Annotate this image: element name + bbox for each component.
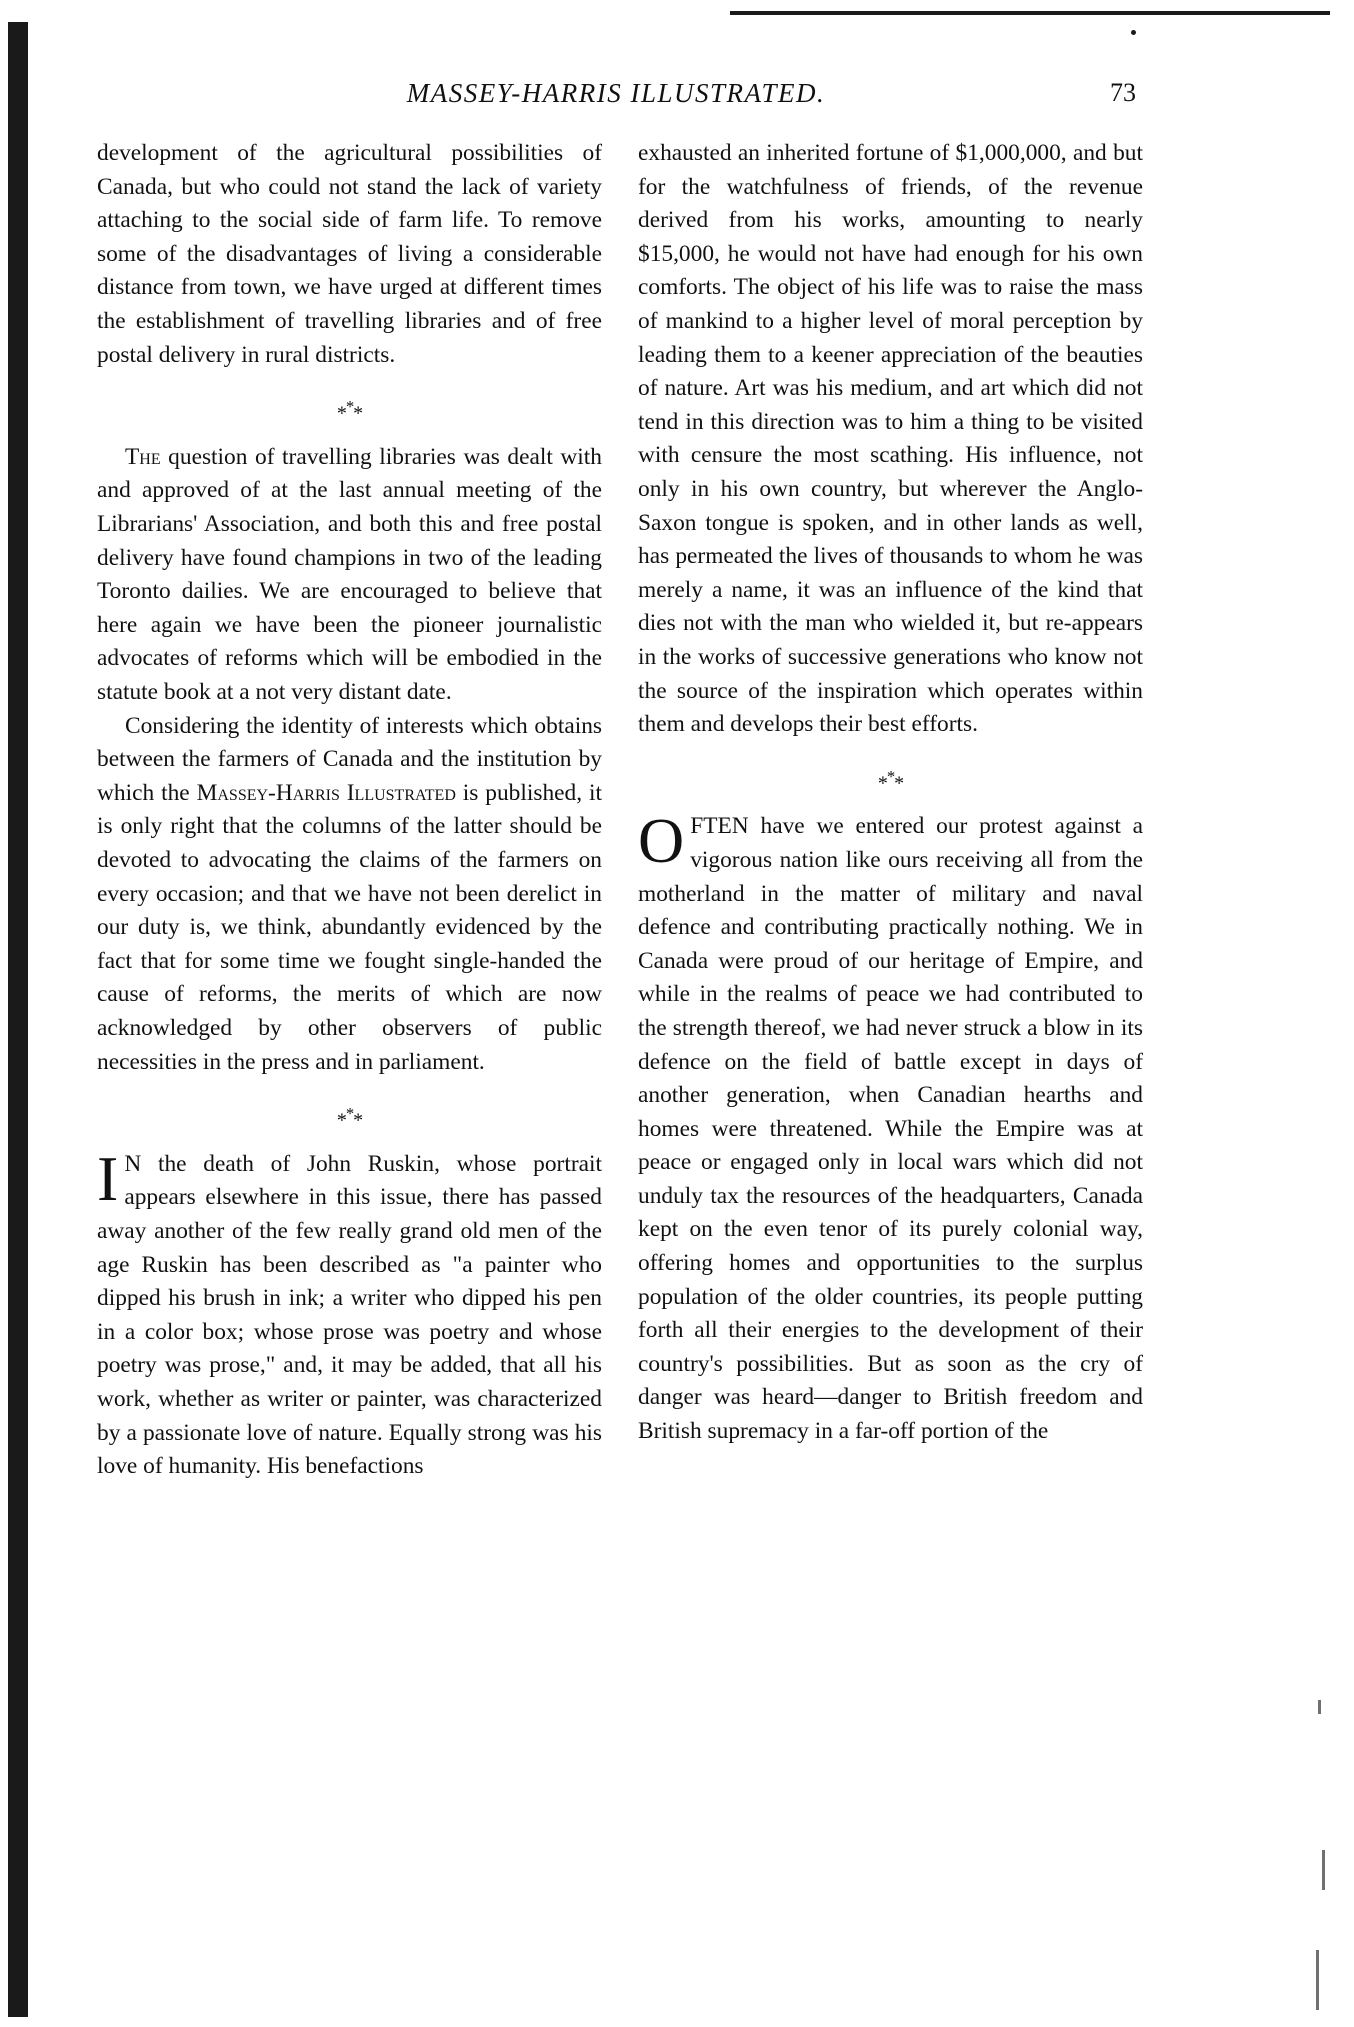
right-column bbox=[638, 137, 1143, 1449]
scan-speck bbox=[1316, 1950, 1319, 2010]
lead-word: The bbox=[125, 443, 161, 470]
scan-speck bbox=[1322, 1850, 1325, 1890]
publication-name: Massey-Harris Illustrated bbox=[196, 779, 456, 806]
paragraph: development of the agricultural possibilities of Canada, but who could not stand the lack of variety attaching to the social side of farm life. To remove some of the disadvantages of living a considerable distance from town, we have urged at different times the establishment of travelling libraries and of free postal delivery in rural districts. bbox=[97, 140, 602, 368]
scan-binding-edge bbox=[8, 22, 28, 2017]
section-asterism: *** bbox=[877, 766, 904, 795]
section-asterism: *** bbox=[336, 397, 363, 425]
page-number: 73 bbox=[1110, 78, 1136, 107]
scan-speck bbox=[1318, 1700, 1321, 1714]
paragraph: I N the death of John Ruskin, whose portrait appears elsewhere in this issue, there has passed away another of the few really grand old men of the age Ruskin has been described as "a painter who dipped his brush in ink; a writer who dipped his pen in a color box; whose prose was poetry and whose poetry was prose," and, it may be added, that all his work, whether as writer or painter, was characterized by a passionate love of nature. Equally strong was his love of humanity. His benefactions bbox=[97, 1142, 602, 1480]
running-title: MASSEY-HARRIS ILLUSTRATED. bbox=[406, 78, 826, 108]
paragraph: Considering the identity of interests which obtains between the farmers of Canada and the institution by which the Massey-Harris Illustrated is published, it is only right that the columns of the latter should be devoted to advocating the claims of the farmers on every occasion; and that we have not been derelict in our duty is, we think, abundantly evidenced by the fact that for some time we fought single-handed the cause of reforms, the merits of which are now acknowledged by other observers of public necessities in the press and in parliament. bbox=[97, 712, 603, 1075]
drop-cap: I bbox=[97, 1142, 119, 1214]
top-rule bbox=[730, 11, 1330, 15]
running-head bbox=[96, 78, 1136, 118]
left-column bbox=[97, 137, 602, 1484]
paragraph: OFTEN have we entered our protest against a vigorous nation like ours receiving all from the motherland in the matter of military and naval defence and contributing practically nothing. We in Canada were proud of our heritage of Empire, and while in the realms of peace we had contributed to the strength thereof, we had never struck a blow in its defence on the field of battle except in days of another generation, when Canadian hearths and homes were threatened. While the Empire was at peace or engaged only in local wars which did not unduly tax the resources of the headquarters, Canada kept on the even tenor of its purely colonial way, offering homes and opportunities to the surplus population of the older countries, its people putting forth all their energies to the development of their country's possibilities. But as soon as the cry of danger was heard—danger to British freedom and British supremacy in a far-off portion of the bbox=[638, 805, 1143, 1445]
scan-speck bbox=[1131, 30, 1136, 35]
section-asterism: *** bbox=[336, 1104, 363, 1132]
paragraph: exhausted an inherited fortune of $1,000,000, and but for the watchfulness of friends, of the revenue derived from his works, amounting to nearly $15,000, he would not have had enough for his own comforts. The object of his life was to raise the mass of mankind to a higher level of moral perception by leading them to a keener appreciation of the beauties of nature. Art was his medium, and art which did not tend in this direction was to him a thing to be visited with censure the most scathing. His influence, not only in his own country, but wherever the Anglo-Saxon tongue is spoken, and in other lands as well, has permeated the lives of thousands to whom he was merely a name, it was an influence of the kind that dies not with the man who wielded it, but re-appears in the works of successive generations who know not the source of the inspiration which operates within them and develops their best efforts. bbox=[638, 140, 1143, 738]
paragraph: The question of travelling libraries was dealt with and approved of at the last annual meeting of the Librarians' Association, and both this and free postal delivery have found champions in two of the leading Toronto dailies. We are encouraged to believe that here again we have been the pioneer journalistic advocates of reforms which will be embodied in the statute book at a not very distant date. bbox=[97, 443, 602, 705]
drop-cap: O bbox=[638, 805, 685, 877]
